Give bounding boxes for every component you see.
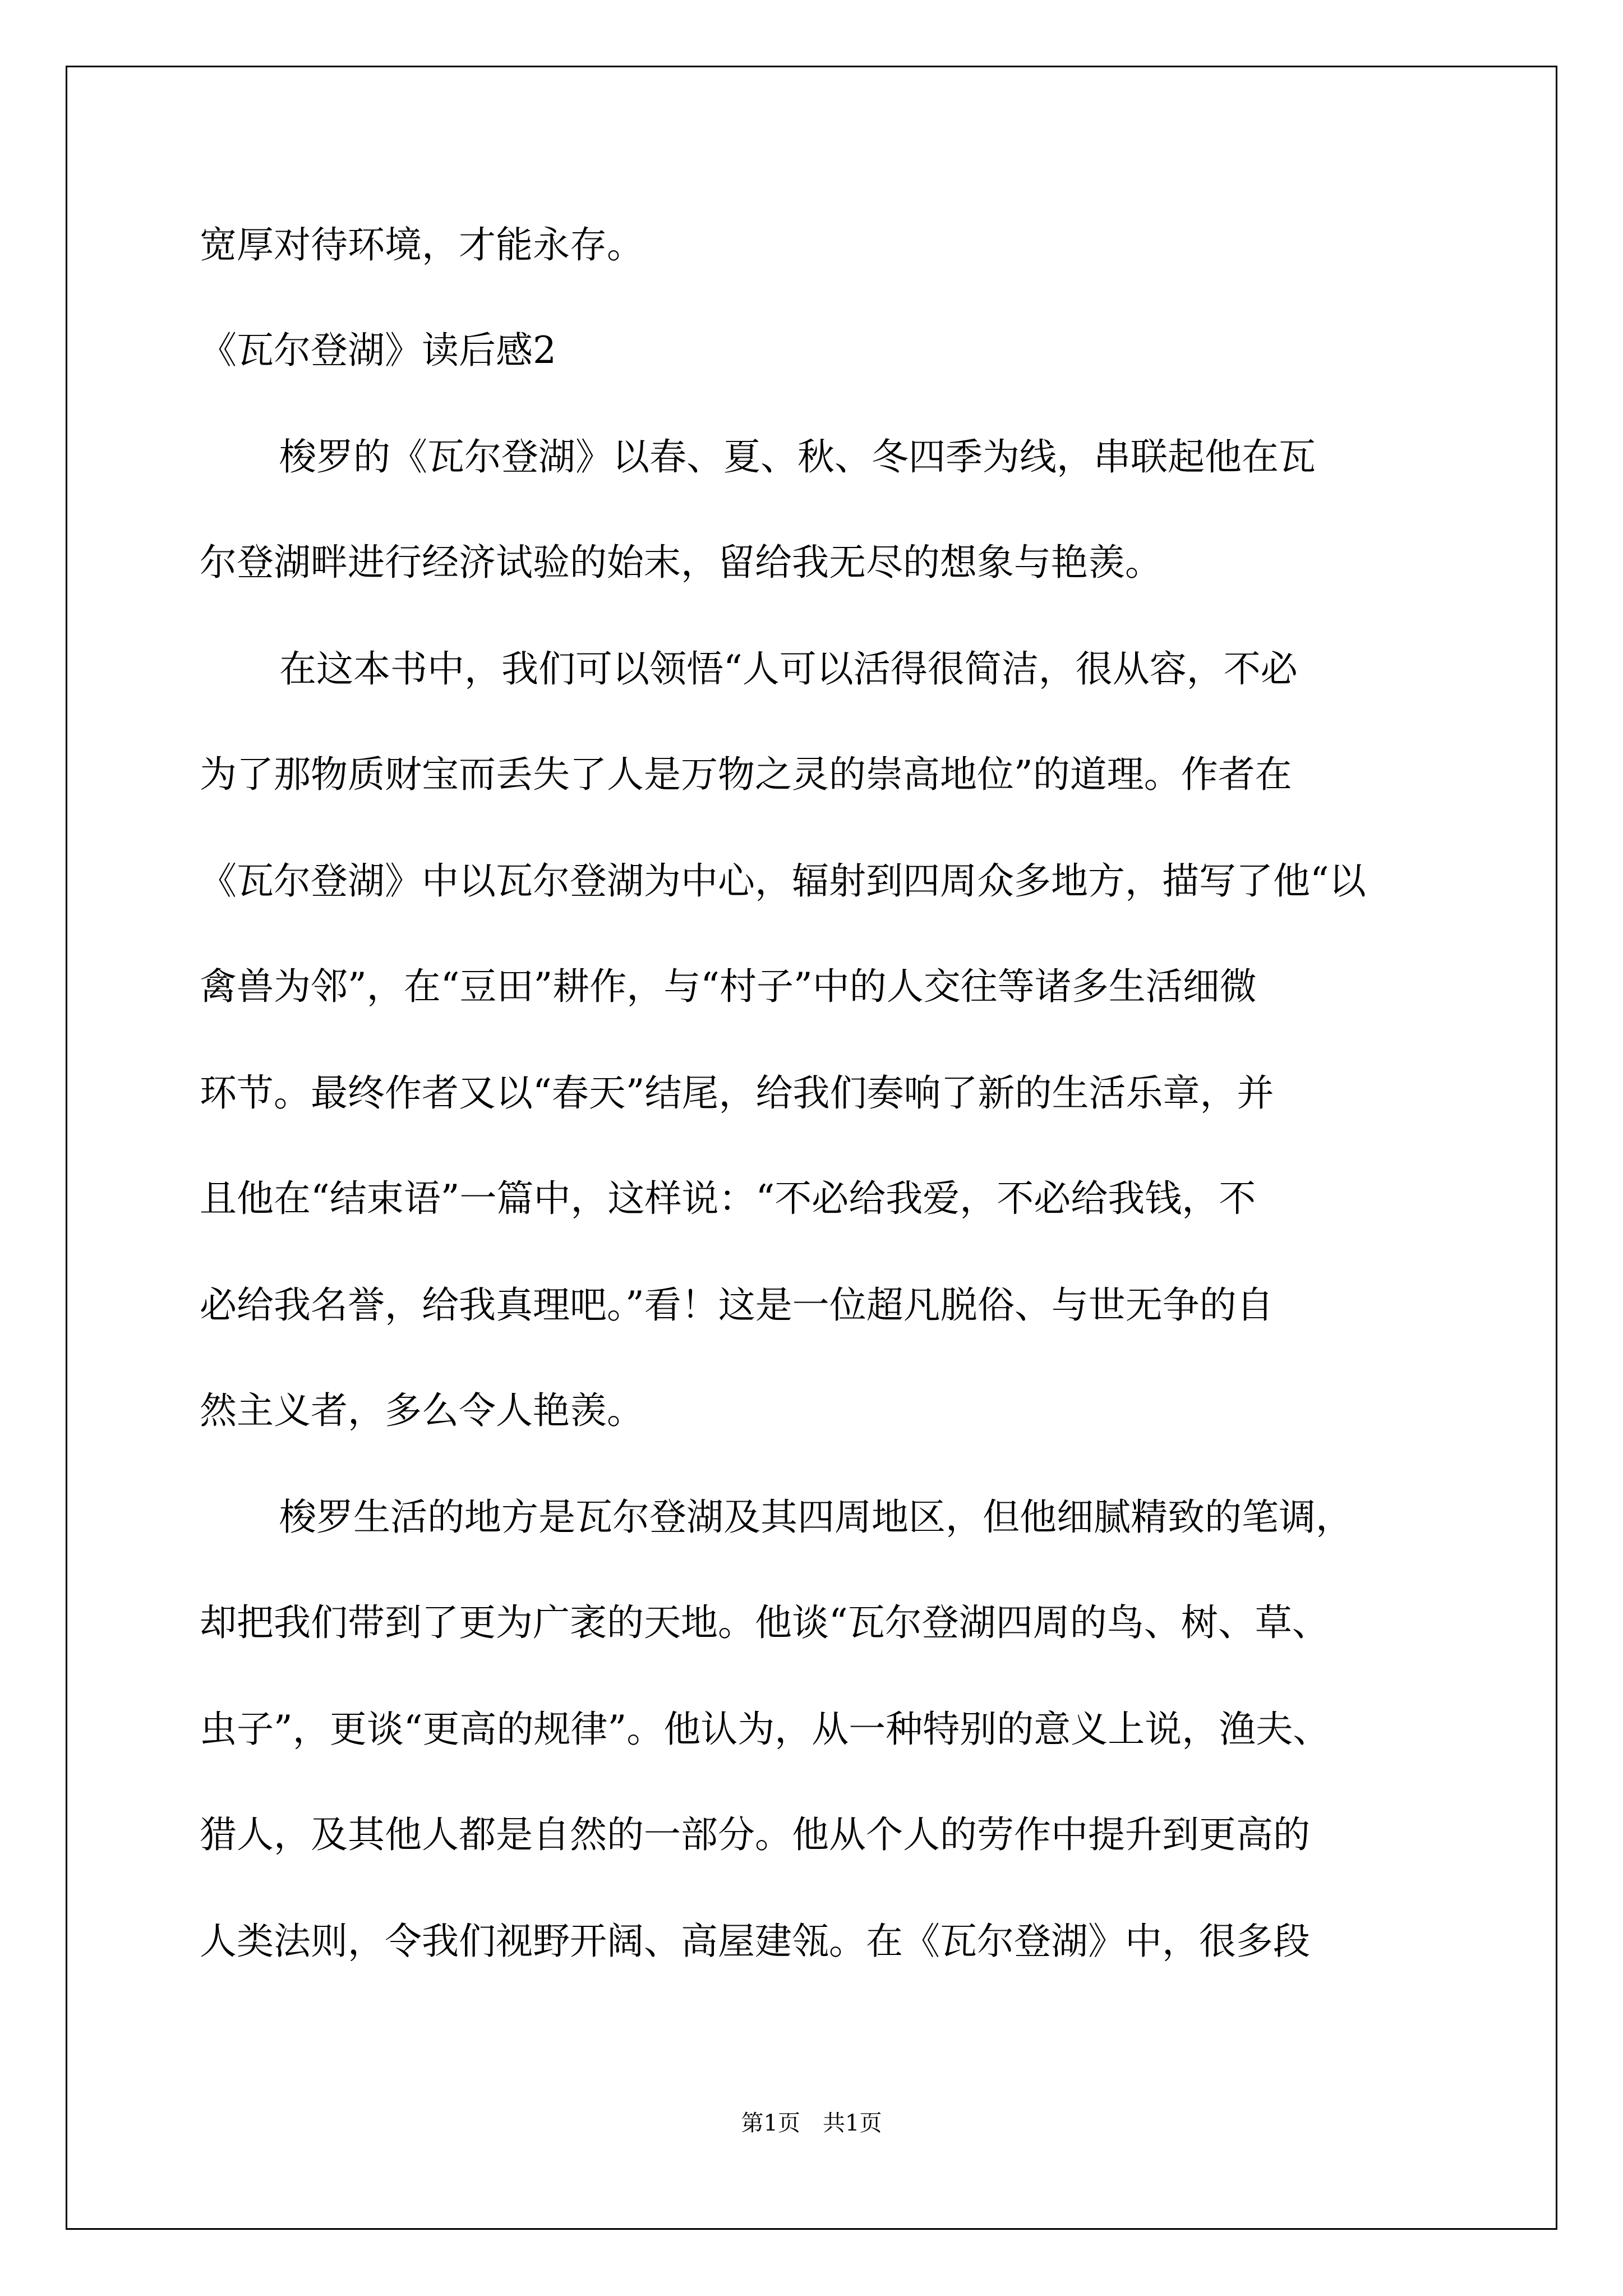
text-line-16: 猎人，及其他人都是自然的一部分。他从个人的劳作中提升到更高的 <box>200 1813 1310 1856</box>
text-line-13: 梭罗生活的地方是瓦尔登湖及其四周地区，但他细腻精致的笔调， <box>279 1496 1353 1539</box>
text-line-15: 虫子”，更谈“更高的规律”。他认为，从一种特别的意义上说，渔夫、 <box>200 1708 1330 1751</box>
text-line-12: 然主义者，多么令人艳羡。 <box>200 1389 644 1432</box>
section-heading: 《瓦尔登湖》读后感2 <box>200 329 556 372</box>
text-line-10: 且他在“结束语”一篇中，这样说：“不必给我爱，不必给我钱，不 <box>200 1177 1256 1220</box>
text-line-1: 宽厚对待环境，才能永存。 <box>200 223 644 266</box>
text-line-6: 为了那物质财宝而丢失了人是万物之灵的崇高地位”的道理。作者在 <box>200 753 1292 796</box>
text-line-5: 在这本书中，我们可以领悟“人可以活得很简洁，很从容，不必 <box>279 647 1298 691</box>
text-line-3: 梭罗的《瓦尔登湖》以春、夏、秋、冬四季为线，串联起他在瓦 <box>279 435 1316 478</box>
text-line-9: 环节。最终作者又以“春天”结尾，给我们奏响了新的生活乐章，并 <box>200 1071 1274 1115</box>
text-line-17: 人类法则，令我们视野开阔、高屋建瓴。在《瓦尔登湖》中，很多段 <box>200 1920 1310 1963</box>
page-number-footer: 第1页 共1页 <box>741 2110 882 2136</box>
page-frame <box>66 66 1557 2230</box>
text-line-14: 却把我们带到了更为广袤的天地。他谈“瓦尔登湖四周的鸟、树、草、 <box>200 1601 1329 1644</box>
text-line-8: 禽兽为邻”，在“豆田”耕作，与“村子”中的人交往等诸多生活细微 <box>200 965 1257 1008</box>
text-line-4: 尔登湖畔进行经济试验的始末，留给我无尽的想象与艳羡。 <box>200 541 1162 584</box>
text-line-7: 《瓦尔登湖》中以瓦尔登湖为中心，辐射到四周众多地方，描写了他“以 <box>200 859 1366 903</box>
text-line-11: 必给我名誉，给我真理吧。”看！这是一位超凡脱俗、与世无争的自 <box>200 1283 1274 1327</box>
